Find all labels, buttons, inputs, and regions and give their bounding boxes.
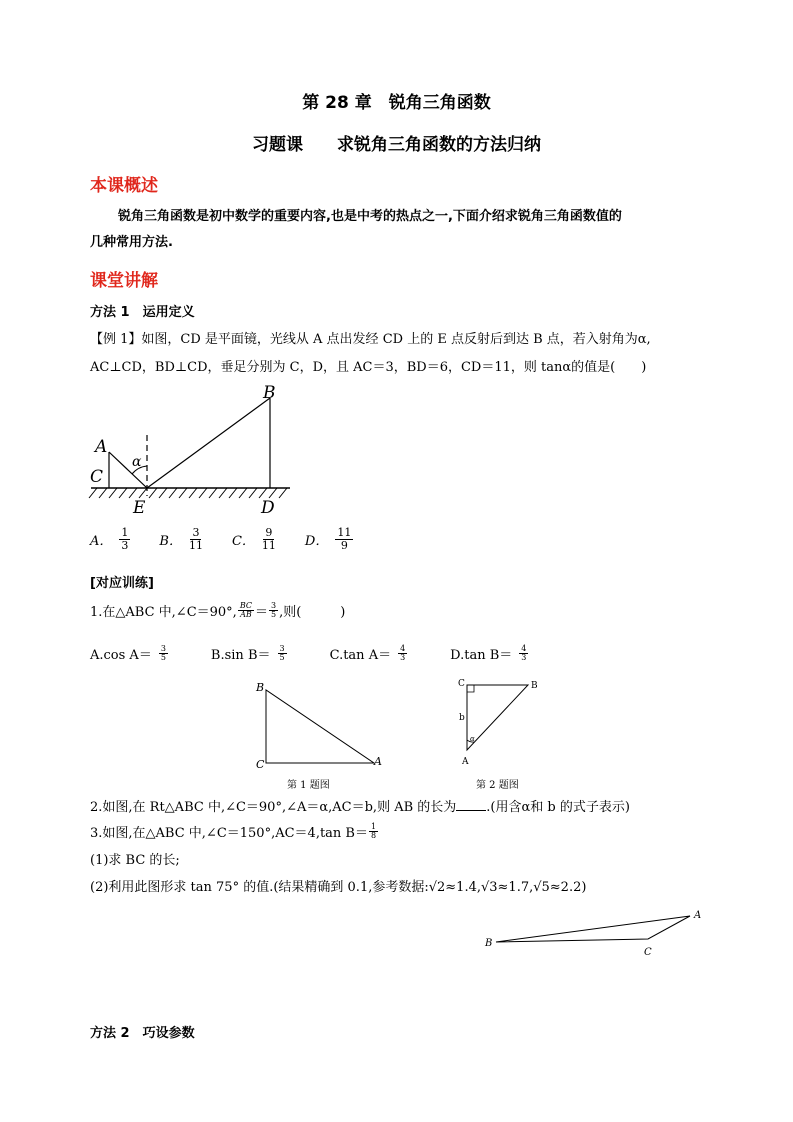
svg-text:b: b [459, 713, 465, 723]
fig-label-d: D [261, 498, 275, 518]
example-1-figure [85, 380, 300, 520]
option-c[interactable]: C． $\frac{9}{11}$ [231, 526, 276, 552]
method-2-heading: 方法 2 巧设参数 [90, 1026, 195, 1041]
q1-option-d[interactable]: D.tan B＝ $\frac{4}{3}$ [450, 643, 527, 663]
chapter-title: 第 28 章 锐角三角函数 [302, 93, 491, 113]
svg-text:A: A [374, 755, 382, 768]
svg-text:B: B [256, 681, 265, 694]
overview-line-2: 几种常用方法. [90, 235, 173, 250]
question-2: 2.如图,在 Rt△ABC 中,∠C＝90°,∠A＝α,AC＝b,则 AB 的长为 .(用含α和 b 的式子表示) [90, 800, 630, 815]
question-3-part-1: (1)求 BC 的长; [90, 853, 180, 868]
svg-text:C: C [256, 758, 265, 771]
question-3-part-2: (2)利用此图形求 tan 75° 的值.(结果精确到 0.1,参考数据:√2≈1.4,√3≈1.7,√5≈2.2) [90, 880, 587, 895]
example-1-line-1: 【例 1】如图，CD 是平面镜，光线从 A 点出发经 CD 上的 E 点反射后到达 B 点，若入射角为α, [90, 332, 651, 347]
question-1: 1.在△ABC 中,∠C＝90°, $\frac{BC}{AB}$ ＝ $\frac{3}{5}$ ,则( ) [90, 600, 346, 620]
method-1-heading: 方法 1 运用定义 [90, 305, 195, 320]
option-d[interactable]: D． $\frac{11}{9}$ [304, 526, 352, 552]
lesson-title: 习题课 求锐角三角函数的方法归纳 [252, 135, 541, 155]
answer-blank[interactable] [456, 798, 486, 811]
figure-2-caption: 第 2 题图 [476, 780, 519, 791]
figure-1 [250, 678, 390, 773]
svg-text:B: B [485, 938, 493, 949]
q1-option-b[interactable]: B.sin B＝ $\frac{3}{5}$ [210, 643, 285, 663]
svg-text:C: C [458, 679, 465, 689]
svg-text:C: C [644, 947, 652, 958]
option-b[interactable]: B． $\frac{3}{11}$ [159, 526, 203, 552]
lecture-heading: 课堂讲解 [90, 271, 158, 291]
question-3: 3.如图,在△ABC 中,∠C＝150°,AC＝4,tan B＝ $\frac{1}{8}$ [90, 821, 377, 841]
practice-heading: [对应训练] [90, 576, 154, 591]
fig-label-c: C [90, 467, 104, 487]
fig-label-e: E [133, 498, 146, 518]
svg-text:α: α [470, 735, 475, 743]
question-1-options [90, 644, 557, 663]
overview-heading: 本课概述 [90, 176, 158, 196]
example-1-options [90, 527, 382, 551]
option-a[interactable]: A． $\frac{1}{3}$ [90, 526, 129, 552]
svg-text:A: A [462, 757, 469, 767]
example-1-line-2: AC⊥CD，BD⊥CD，垂足分别为 C，D，且 AC＝3，BD＝6，CD＝11，则 tanα的值是( ) [90, 360, 647, 375]
fig-label-a: A [95, 437, 108, 457]
figure-2 [452, 672, 552, 772]
overview-line-1: 锐角三角函数是初中数学的重要内容,也是中考的热点之一,下面介绍求锐角三角函数值的 [118, 209, 622, 224]
fig-label-alpha: α [132, 454, 142, 470]
q1-option-a[interactable]: A.cos A＝ $\frac{3}{5}$ [90, 643, 166, 663]
q1-option-c[interactable]: C.tan A＝ $\frac{4}{3}$ [329, 643, 406, 663]
fig-label-b: B [263, 383, 276, 403]
svg-text:A: A [694, 910, 702, 921]
figure-3 [480, 905, 710, 960]
svg-text:B: B [531, 681, 538, 691]
figure-1-caption: 第 1 题图 [287, 780, 330, 791]
